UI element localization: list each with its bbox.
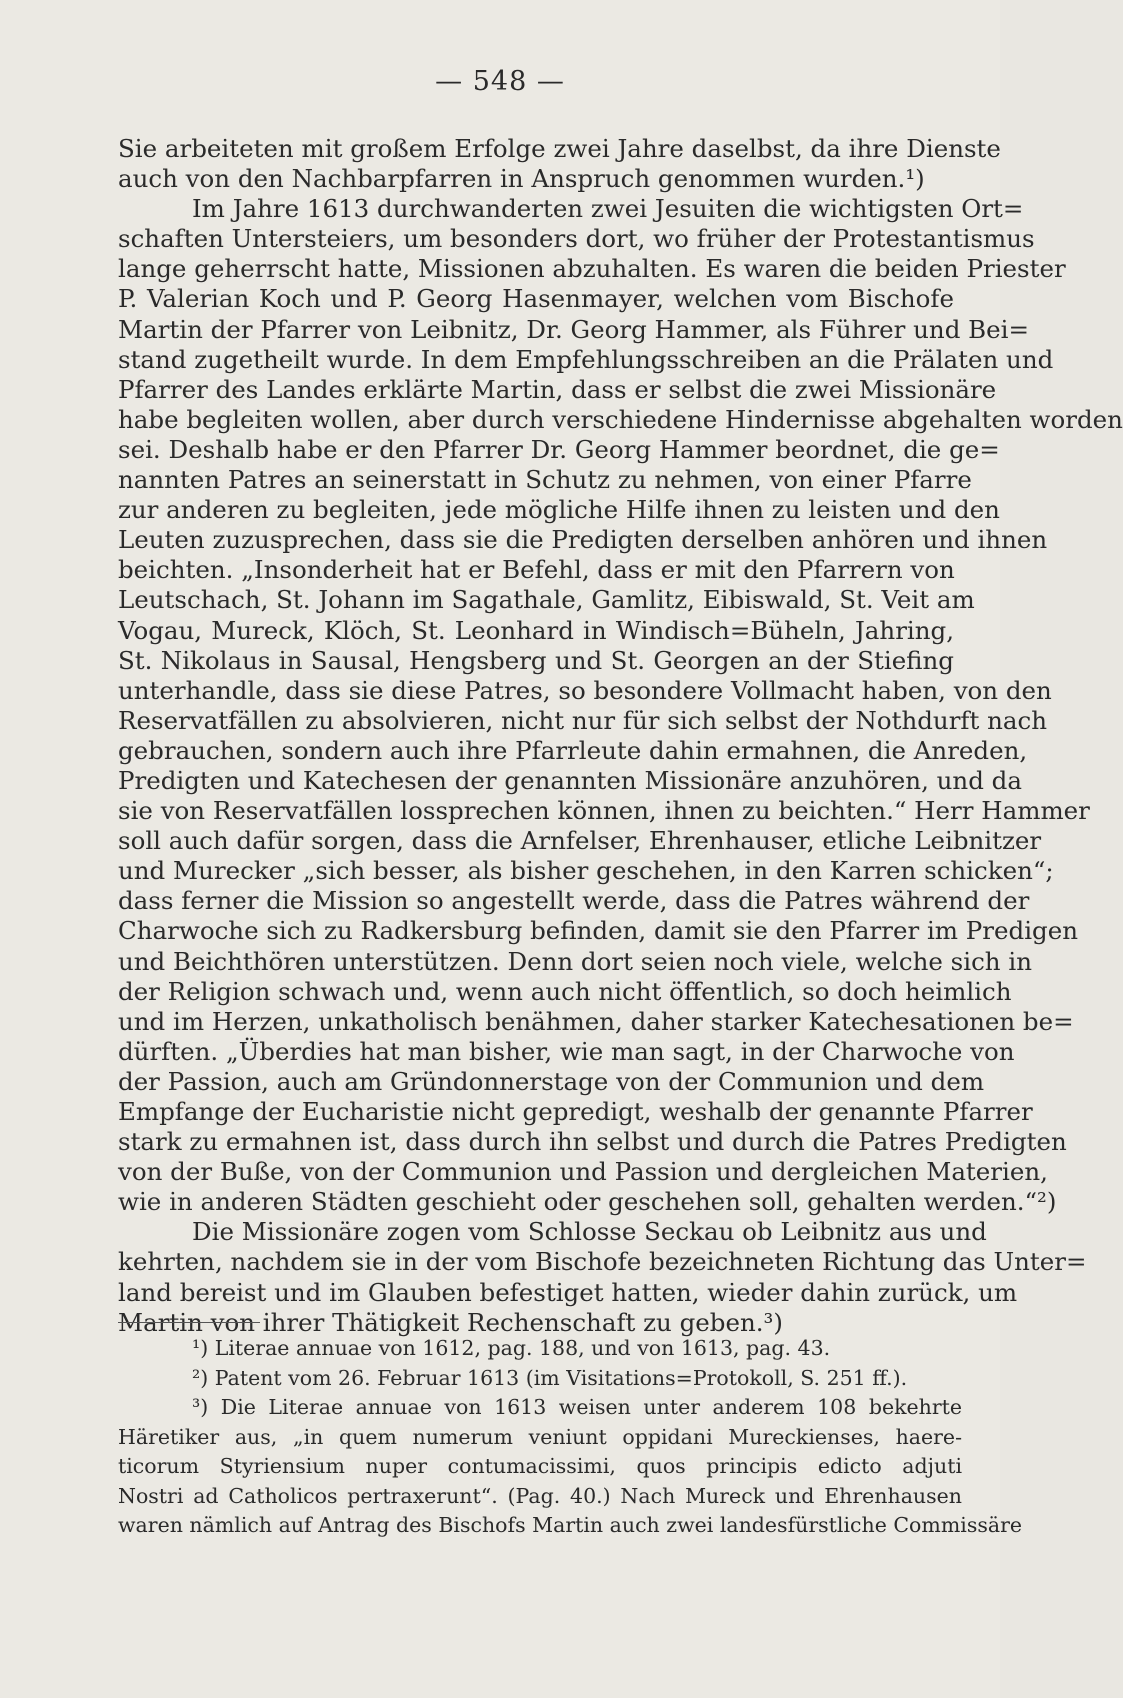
page-number: — 548 — (435, 66, 565, 97)
text-line: kehrten, nachdem sie in der vom Bischofe bezeichneten Richtung das Unter= (118, 1247, 1087, 1277)
text-line: Im Jahre 1613 durchwanderten zwei Jesuiten die wichtigsten Ort= (192, 194, 1024, 224)
text-line: Predigten und Katechesen der genannten Missionäre anzuhören, und da (118, 765, 1022, 795)
text-line: sie von Reservatfällen lossprechen können, ihnen zu beichten.“ Herr Hammer (118, 796, 1090, 826)
text-line: der Religion schwach und, wenn auch nicht öffentlich, so doch heimlich (118, 976, 1012, 1006)
footnote-line: waren nämlich auf Antrag des Bischofs Martin auch zwei landesfürstliche Commissäre (118, 1513, 1023, 1537)
footnote-line: ²) Patent vom 26. Februar 1613 (im Visitations=Protokoll, S. 251 ff.). (192, 1365, 908, 1390)
text-line: schaften Untersteiers, um besonders dort, wo früher der Protestantismus (118, 224, 1035, 254)
text-line: dürften. „Überdies hat man bisher, wie man sagt, in der Charwoche von (118, 1036, 1015, 1066)
footnote-line: ticorum Styriensium nuper contumacissimi, quos principis edicto adjuti (118, 1454, 962, 1478)
text-line: Pfarrer des Landes erklärte Martin, dass er selbst die zwei Missionäre (118, 374, 997, 404)
text-line: Martin der Pfarrer von Leibnitz, Dr. Georg Hammer, als Führer und Bei= (118, 314, 1030, 344)
text-line: stark zu ermahnen ist, dass durch ihn selbst und durch die Patres Predigten (118, 1127, 1067, 1157)
text-line: von der Buße, von der Communion und Passion und dergleichen Materien, (118, 1157, 1048, 1187)
text-line: und Murecker „sich besser, als bisher geschehen, in den Karren schicken“; (118, 856, 1054, 886)
text-line: habe begleiten wollen, aber durch verschiedene Hindernisse abgehalten worden (118, 404, 1123, 434)
text-line: dass ferner die Mission so angestellt werde, dass die Patres während der (118, 886, 1030, 916)
text-line: Vogau, Mureck, Klöch, St. Leonhard in Windisch=Büheln, Jahring, (118, 615, 954, 645)
body-text (118, 134, 1123, 1338)
text-line: stand zugetheilt wurde. In dem Empfehlungsschreiben an die Prälaten und (118, 344, 1054, 374)
text-line: wie in anderen Städten geschieht oder geschehen soll, gehalten werden.“²) (118, 1187, 1057, 1217)
text-line: Leuten zuzusprechen, dass sie die Predigten derselben anhören und ihnen (118, 525, 1048, 555)
footnote-line: ¹) Literae annuae von 1612, pag. 188, und von 1613, pag. 43. (192, 1336, 831, 1360)
text-line: Reservatfällen zu absolvieren, nicht nur für sich selbst der Nothdurft nach (118, 705, 1048, 735)
text-line: Charwoche sich zu Radkersburg befinden, damit sie den Pfarrer im Predigen (118, 916, 1078, 946)
text-line: lange geherrscht hatte, Missionen abzuhalten. Es waren die beiden Priester (118, 254, 1066, 284)
text-line: sei. Deshalb habe er den Pfarrer Dr. Georg Hammer beordnet, die ge= (118, 434, 1000, 464)
text-line: Martin von ihrer Thätigkeit Rechenschaft zu geben.³) (118, 1307, 783, 1337)
text-line: und Beichthören unterstützen. Denn dort seien noch viele, welche sich in (118, 946, 1032, 976)
text-line: der Passion, auch am Gründonnerstage von der Communion und dem (118, 1066, 985, 1096)
text-line: soll auch dafür sorgen, dass die Arnfelser, Ehrenhauser, etliche Leibnitzer (118, 826, 1042, 856)
text-line: unterhandle, dass sie diese Patres, so besondere Vollmacht haben, von den (118, 675, 1052, 705)
text-line: P. Valerian Koch und P. Georg Hasenmayer, welchen vom Bischofe (118, 284, 954, 314)
text-line: Empfange der Eucharistie nicht gepredigt, weshalb der genannte Pfarrer (118, 1097, 1033, 1126)
footnote-line: Nostri ad Catholicos pertraxerunt“. (Pag. 40.) Nach Mureck und Ehrenhausen (118, 1483, 962, 1508)
footnote-line: ³) Die Literae annuae von 1613 weisen unter anderem 108 bekehrte (192, 1395, 962, 1419)
footnotes (118, 1334, 1023, 1541)
text-line: Die Missionäre zogen vom Schlosse Seckau ob Leibnitz aus und (192, 1217, 987, 1247)
text-line: zur anderen zu begleiten, jede mögliche Hilfe ihnen zu leisten und den (118, 495, 1000, 525)
text-line: beichten. „Insonderheit hat er Befehl, dass er mit den Pfarrern von (118, 555, 955, 585)
footnote-line: Häretiker aus, „in quem numerum veniunt oppidani Mureckienses, haere- (118, 1424, 962, 1449)
text-line: gebrauchen, sondern auch ihre Pfarrleute dahin ermahnen, die Anreden, (118, 735, 1028, 765)
text-line: Sie arbeiteten mit großem Erfolge zwei Jahre daselbst, da ihre Dienste (118, 134, 1001, 163)
text-line: Leutschach, St. Johann im Sagathale, Gamlitz, Eibiswald, St. Veit am (118, 585, 975, 615)
text-line: nannten Patres an seinerstatt in Schutz zu nehmen, von einer Pfarre (118, 465, 972, 495)
footnote-divider (118, 1322, 260, 1323)
text-line: land bereist und im Glauben befestiget hatten, wieder dahin zurück, um (118, 1277, 1018, 1307)
text-line: und im Herzen, unkatholisch benähmen, daher starker Katechesationen be= (118, 1006, 1074, 1036)
text-line: auch von den Nachbarpfarren in Anspruch genommen wurden.¹) (118, 164, 925, 194)
text-line: St. Nikolaus in Sausal, Hengsberg und St. Georgen an der Stiefing (118, 645, 954, 675)
